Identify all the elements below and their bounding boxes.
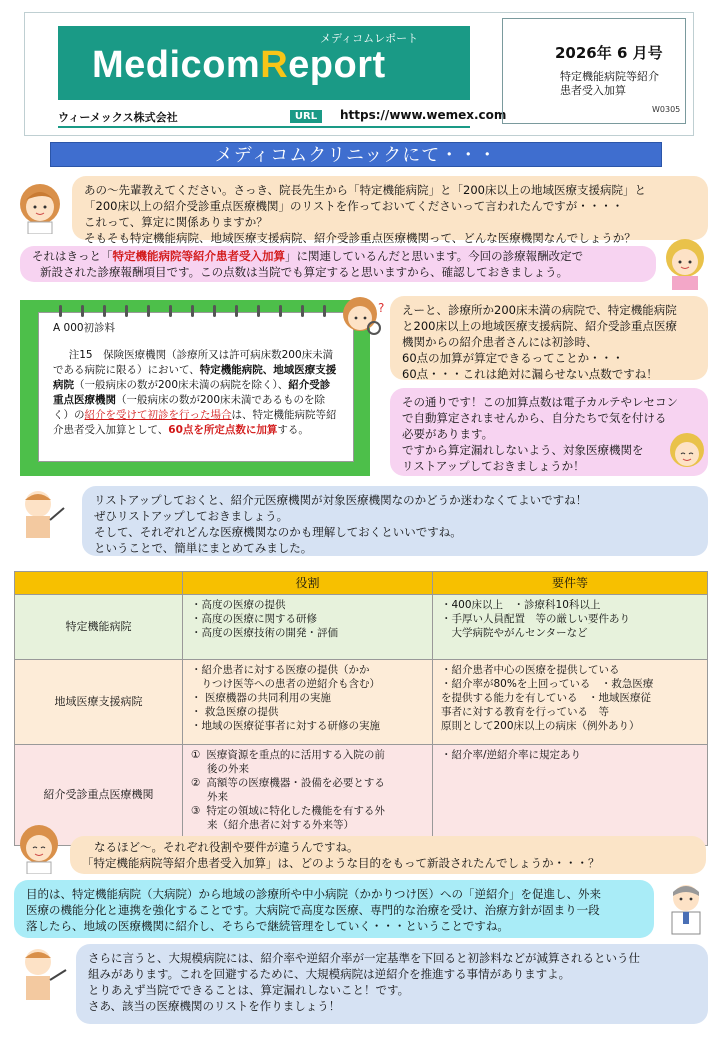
logo-subtitle: メディコムレポート — [320, 32, 419, 45]
senior-staff-avatar-icon — [660, 234, 710, 290]
speech-bubble-question: あの～先輩教えてください。さっき、院長先生から「特定機能病院」と「200床以上の地域医療支援病院」と 「200床以上の紹介受診重点医療機関」のリストを作っておいてくださいって言われたんですが・・・・ これって、算定に関係ありますか？ そもそも特定機能病院、地域医療支援病院、紹介受診重点医療機関って、どんな医療機関なんでしょうか？ — [72, 176, 708, 240]
issue-date: 2026年 6 月号 — [555, 44, 663, 62]
junior-staff-thinking-icon — [338, 292, 386, 342]
junior-staff-nod-icon — [14, 820, 64, 874]
document-code: W0305 — [652, 105, 681, 114]
speech-bubble-confirmation: その通りです！この加算点数は電子カルテやレセコン で自動算定されませんから、自分たちで気を付ける 必要があります。 ですから算定漏れしないよう、対象医療機関を リストアップしておきましょうか！ — [390, 388, 708, 476]
header-divider — [58, 126, 470, 128]
issue-topic: 特定機能病院等紹介 患者受入加算 — [560, 70, 659, 97]
table-header-row — [15, 572, 708, 595]
svg-text:?: ? — [378, 301, 385, 315]
company-name: ウィーメックス株式会社 — [58, 111, 178, 124]
doctor-avatar-icon — [660, 880, 712, 936]
row-label: 地域医療支援病院 — [15, 660, 183, 745]
hospital-comparison-table — [14, 571, 708, 846]
requirement-cell: ・紹介患者中心の医療を提供している ・紹介率が80%を上回っている ・救急医療 を提供する能力を有している ・地域医療従 事者に対する教育を行っている 等 原則として200床以上の病床（例外あり） — [433, 660, 708, 745]
speech-bubble-summary-intro: リストアップしておくと、紹介元医療機関が対象医療機関なのかどうか迷わなくてよいですね！ ぜひリストアップしておきましょう。 そして、それぞれどんな医療機関なのかも理解しておくといいですね。 ということで、簡単にまとめてみました。 — [82, 486, 708, 556]
column-header-requirements: 要件等 — [433, 572, 708, 595]
row-label: 紹介受診重点医療機関 — [15, 745, 183, 846]
table-row — [15, 660, 708, 745]
junior-staff-avatar-icon — [14, 178, 66, 234]
role-cell: ・紹介患者に対する医療の提供（かか りつけ医等への患者の逆紹介も含む） ・ 医療機器の共同利用の実施 ・ 救急医療の提供 ・地域の医療従事者に対する研修の実施 — [183, 660, 433, 745]
note-title: A 000初診料 — [53, 322, 116, 334]
speech-bubble-answer-1: それはきっと「特定機能病院等紹介患者受入加算」に関連しているんだと思います。今回の診療報酬改定で 新設された診療報酬項目です。この点数は当院でも算定すると思いますから、確認しておきましょう。 — [20, 246, 656, 282]
note-body: 注15 保険医療機関（診療所又は許可病床数200床未満である病院に限る）において、特定機能病院、地域医療支援病院（一般病床の数が200床未満の病院を除く）、紹介受診重点医療機関（一般病床の数が200床未満であるものを除く）の紹介を受けて初診を行った場合は、特定機能病院等紹介患者受入加算として、60点を所定点数に加算する。 — [53, 349, 337, 436]
logo-title: MedicomReport — [92, 44, 386, 86]
teacher-avatar-icon — [14, 486, 66, 540]
regulation-note — [38, 312, 354, 462]
row-label: 特定機能病院 — [15, 595, 183, 660]
table-row — [15, 595, 708, 660]
requirement-cell: ・紹介率/逆紹介率に規定あり — [433, 745, 708, 846]
requirement-cell: ・400床以上 ・診療科10科以上 ・手厚い人員配置 等の厳しい要件あり 大学病院やがんセンターなど — [433, 595, 708, 660]
speech-bubble-closing: さらに言うと、大規模病院には、紹介率や逆紹介率が一定基準を下回ると初診料などが減算されるという仕 組みがあります。これを回避するために、大規模病院は逆紹介を推進する事情がありますよ。 とりあえず当院でできることは、算定漏れしないこと！です。 さあ、該当の医療機関のリストを作りましょう！ — [76, 944, 708, 1024]
column-header-role: 役割 — [183, 572, 433, 595]
senior-staff-smile-icon — [664, 428, 710, 478]
column-header-blank — [15, 572, 183, 595]
url-label: URL — [290, 110, 322, 123]
table-row — [15, 745, 708, 846]
role-cell: ① 医療資源を重点的に活用する入院の前 後の外来 ② 高額等の医療機器・設備を必要とする 外来 ③ 特定の領域に特化した機能を有する外 来（紹介患者に対する外来等） — [183, 745, 433, 846]
url-link[interactable]: https://www.wemex.com — [340, 108, 507, 122]
speech-bubble-purpose-answer: 目的は、特定機能病院（大病院）から地域の診療所や中小病院（かかりつけ医）への「逆紹介」を促進し、外来 医療の機能分化と連携を強化することです。大病院で高度な医療、専門的な治療を受け、治療方針が固まり一段 落したら、地域の医療機関に紹介し、そちらで継続管理をしていく・・・ということですね。 — [14, 880, 654, 938]
teacher-pointing-icon — [12, 944, 68, 1004]
role-cell: ・高度の医療の提供 ・高度の医療に関する研修 ・高度の医療技術の開発・評価 — [183, 595, 433, 660]
speech-bubble-understanding: えーと、診療所か200床未満の病院で、特定機能病院 と200床以上の地域医療支援病院、紹介受診重点医療 機関からの紹介患者さんには初診時、 60点の加算が算定できるってことか・・・ 60点・・・これは絶対に漏らせない点数ですね！ — [390, 296, 708, 380]
section-banner: メディコムクリニックにて・・・ — [50, 142, 662, 167]
speech-bubble-purpose-question: なるほど～。それぞれ役割や要件が違うんですね。 「特定機能病院等紹介患者受入加算」は、どのような目的をもって新設されたんでしょうか・・・？ — [70, 836, 706, 874]
